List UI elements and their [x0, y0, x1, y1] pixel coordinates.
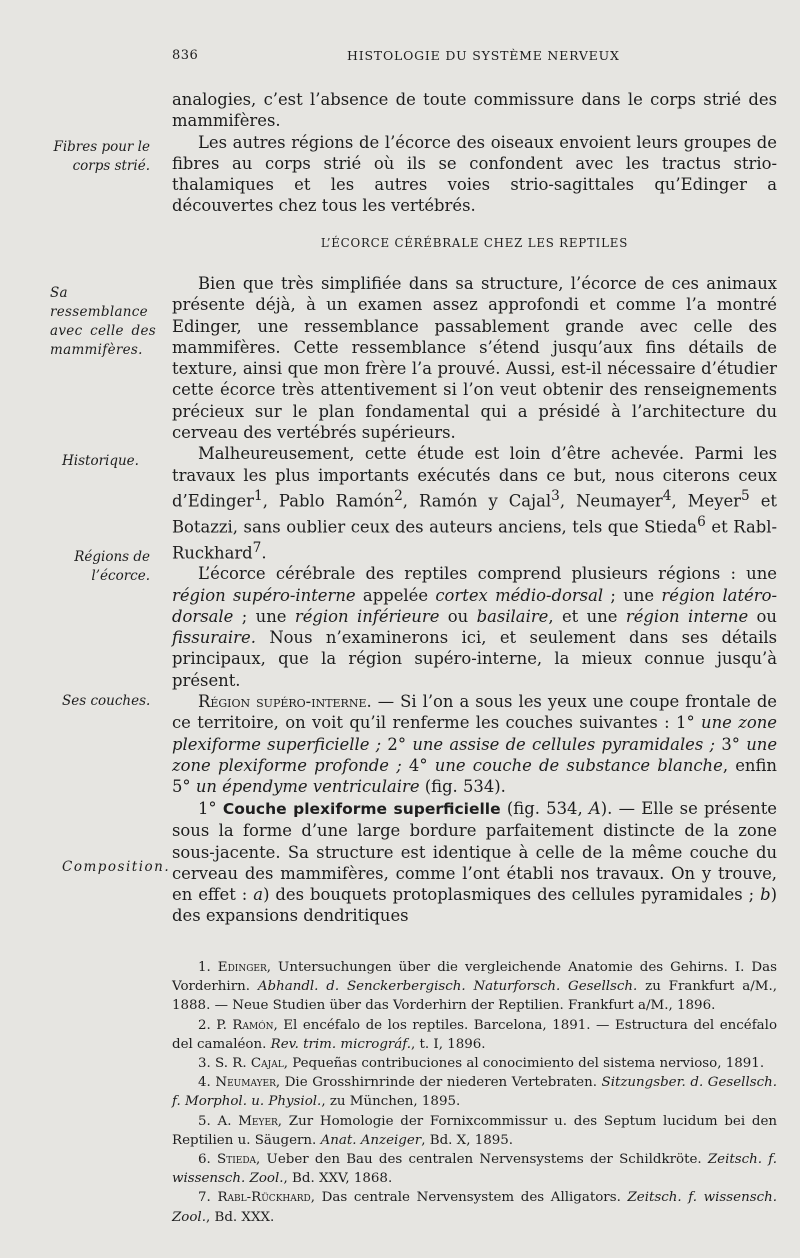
paragraph-regions: L’écorce cérébrale des reptiles comprend plusieurs régions : une région supéro-interne appelée cortex médio-dorsal ; une région latéro-dorsale ; une région inférieure ou basilaire, et une région interne ou fissuraire. Nous n’examinerons ici, et seulement dans ses détails principaux, que la région supéro-interne, la mieux connue jusqu’à présent.: [172, 564, 777, 690]
margin-note-fibres: Fibres pour le corps strié.: [53, 139, 150, 174]
running-head: HISTOLOGIE DU SYSTÈME NERVEUX: [347, 48, 620, 63]
footnote-6: 6. Stieda, Ueber den Bau des centralen Nervensystems der Schildkröte. Zeitsch. f. wissensch. Zool., Bd. XXV, 1868.: [172, 1152, 777, 1187]
margin-note-ressemblance: Sa ressemblance avec celle des mammifères.: [50, 285, 156, 358]
footnote-7: 7. Rabl-Rückhard, Das centrale Nervensystem des Alligators. Zeitsch. f. wissensch. Zool., Bd. XXX.: [172, 1190, 777, 1225]
page-number: 836: [172, 48, 199, 63]
margin-note-composition: Composition.: [62, 859, 171, 875]
page-header: [172, 48, 672, 68]
main-text: [172, 273, 777, 798]
intro-paragraph-1: analogies, c’est l’absence de toute commissure dans le corps strié des mammifères.: [172, 90, 777, 131]
footnotes: [172, 958, 777, 1227]
paragraph-historique: Malheureusement, cette étude est loin d’être achevée. Parmi les travaux les plus importants exécutés dans ce but, nous citerons ceux d’Edinger$^1$, Pablo Ramón$^2$, Ramón y Cajal$^3$, Neumayer$^4$, Meyer$^5$ et Botazzi, sans oublier ceux des auteurs anciens, tels que Stieda$^6$ et Rabl-Ruckhard$^7$.: [172, 444, 778, 562]
intro-paragraph-2: Les autres régions de l’écorce des oiseaux envoient leurs groupes de fibres au corps strié où ils se confondent avec les tractus strio-thalamiques et les autres voies strio-sagittales qu’Edinger a découvertes chez tous les vertébrés.: [172, 132, 777, 216]
footnote-5: 5. A. Meyer, Zur Homologie der Fornixcommissur u. des Septum lucidum bei den Reptilien u. Säugern. Anat. Anzeiger, Bd. X, 1895.: [172, 1113, 778, 1148]
footnote-4: 4. Neumayer, Die Grosshirnrinde der niederen Vertebraten. Sitzungsber. d. Gesellsch. f. Morphol. u. Physiol., zu München, 1895.: [172, 1075, 777, 1110]
footnote-3: 3. S. R. Cajal, Pequeñas contribuciones al conocimiento del sistema nervioso, 1891.: [198, 1056, 765, 1072]
margin-note-regions: Régions de l’écorce.: [74, 549, 150, 584]
couche-text: [172, 798, 777, 927]
paragraph-couche-plexiforme: 1° Couche plexiforme superficielle (fig. 534, A). — Elle se présente sous la forme d’une large bordure parfaitement distincte de la zone sous-jacente. Sa structure est identique à celle de la même couche du cerveau des mammifères, comme l’ont établi nos travaux. On y trouve, en effet : a) des bouquets protoplasmiques des cellules pyramidales ; b) des expansions dendritiques: [172, 799, 778, 926]
margin-note-couches: Ses couches.: [62, 693, 151, 709]
section-title: L’ÉCORCE CÉRÉBRALE CHEZ LES REPTILES: [320, 236, 629, 250]
intro-text: [172, 89, 777, 217]
paragraph-ressemblance: Bien que très simplifiée dans sa structure, l’écorce de ces animaux présente déjà, à un examen assez approfondi et comme l’a montré Edinger, une ressemblance passablement grande avec celle des mammifères. Cette ressemblance s’étend jusqu’aux fins détails de texture, ainsi que mon frère l’a prouvé. Aussi, est-il nécessaire d’étudier cette écorce très attentivement si l’on veut obtenir des renseignements précieux sur le plan fondamental qui a présidé à l’architecture du cerveau des vertébrés supérieurs.: [172, 274, 777, 443]
footnote-2: 2. P. Ramón, El encéfalo de los reptiles. Barcelona, 1891. — Estructura del encéfalo del camaléon. Rev. trim. micrográf., t. I, 1896.: [172, 1017, 778, 1052]
margin-note-historique: Historique.: [62, 453, 139, 469]
footnote-1: 1. Edinger, Untersuchungen über die vergleichende Anatomie des Gehirns. I. Das Vorderhirn. Abhandl. d. Senckerbergisch. Naturforsch. Gesellsch. zu Frankfurt a/M., 1888. — Neue Studien über das Vorderhirn der Reptilien. Frankfurt a/M., 1896.: [172, 960, 777, 1014]
paragraph-couches: Région supéro-interne. — Si l’on a sous les yeux une coupe frontale de ce territoire, on voit qu’il renferme les couches suivantes : 1° une zone plexiforme superficielle ; 2° une assise de cellules pyramidales ; 3° une zone plexiforme profonde ; 4° une couche de substance blanche, enfin 5° un épendyme ventriculaire (fig. 534).: [172, 692, 778, 797]
